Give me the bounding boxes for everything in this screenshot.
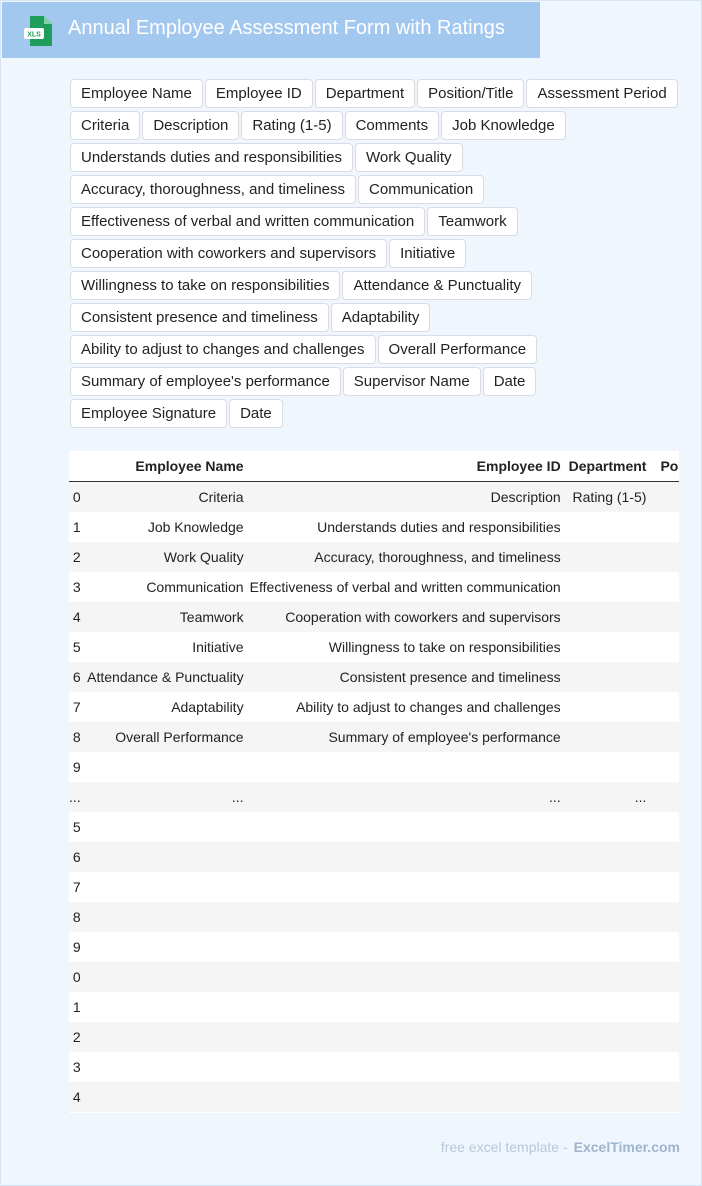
field-chip: Comments xyxy=(345,111,440,140)
field-chip: Work Quality xyxy=(355,143,463,172)
cell-employee-name[interactable]: Adaptability xyxy=(171,699,244,715)
table-row xyxy=(69,482,679,513)
cell-department[interactable]: ... xyxy=(634,789,647,805)
field-chip: Date xyxy=(483,367,537,396)
cell-position[interactable] xyxy=(650,542,679,572)
cell-employee-name[interactable]: Overall Performance xyxy=(115,729,244,745)
field-chip: Department xyxy=(315,79,415,108)
cell-employee-name[interactable] xyxy=(81,962,248,992)
cell-employee-name[interactable]: Teamwork xyxy=(179,609,244,625)
column-header-employee-name[interactable]: Employee Name xyxy=(81,451,248,482)
cell-department[interactable]: Rating (1-5) xyxy=(572,489,647,505)
cell-employee-id[interactable] xyxy=(248,962,565,992)
cell-position[interactable] xyxy=(650,1052,679,1082)
cell-employee-id[interactable] xyxy=(248,872,565,902)
row-index: 2 xyxy=(72,1029,81,1045)
table-row xyxy=(69,992,679,1022)
table-row xyxy=(69,542,679,572)
cell-position[interactable] xyxy=(650,692,679,722)
cell-department[interactable] xyxy=(565,812,651,842)
cell-position[interactable] xyxy=(650,992,679,1022)
field-chip: Understands duties and responsibilities xyxy=(70,143,353,172)
table-row xyxy=(69,932,679,962)
table-row xyxy=(69,692,679,722)
cell-department[interactable] xyxy=(565,662,651,692)
table-row xyxy=(69,1022,679,1052)
cell-position[interactable] xyxy=(650,812,679,842)
cell-position[interactable] xyxy=(650,962,679,992)
cell-position[interactable] xyxy=(650,1022,679,1052)
cell-employee-id[interactable] xyxy=(248,812,565,842)
row-index: 0 xyxy=(72,969,81,985)
cell-employee-name[interactable] xyxy=(81,752,248,782)
table-row xyxy=(69,632,679,662)
row-index: 4 xyxy=(72,1089,81,1105)
table-row xyxy=(69,662,679,692)
cell-employee-id[interactable] xyxy=(248,992,565,1022)
field-chip: Effectiveness of verbal and written communication xyxy=(70,207,425,236)
footer-text: free excel template - xyxy=(440,1139,568,1155)
field-chip: Employee Signature xyxy=(70,399,227,428)
row-index: 3 xyxy=(72,1059,81,1075)
cell-department[interactable] xyxy=(565,992,651,1022)
cell-employee-name[interactable]: Job Knowledge xyxy=(147,519,244,535)
excel-file-icon xyxy=(24,16,52,46)
table-row xyxy=(69,782,679,812)
field-chip: Adaptability xyxy=(331,303,431,332)
row-index: 9 xyxy=(72,759,81,775)
cell-employee-id[interactable]: Ability to adjust to changes and challenges xyxy=(296,699,561,715)
table-row xyxy=(69,512,679,542)
cell-employee-id[interactable]: Effectiveness of verbal and written communication xyxy=(249,579,561,595)
row-index: 3 xyxy=(72,579,81,595)
cell-department[interactable] xyxy=(565,902,651,932)
row-index: 8 xyxy=(72,909,81,925)
row-index: 2 xyxy=(72,549,81,565)
cell-employee-name[interactable]: Initiative xyxy=(192,639,244,655)
column-header-department[interactable]: Department xyxy=(565,451,651,482)
cell-position[interactable] xyxy=(650,512,679,542)
table-row xyxy=(69,1082,679,1112)
cell-employee-name[interactable]: Attendance & Punctuality xyxy=(87,669,244,685)
cell-employee-id[interactable]: Summary of employee's performance xyxy=(328,729,561,745)
field-chip: Criteria xyxy=(70,111,140,140)
cell-position[interactable] xyxy=(650,842,679,872)
cell-position[interactable] xyxy=(650,632,679,662)
cell-employee-id[interactable] xyxy=(248,902,565,932)
field-chip: Communication xyxy=(358,175,484,204)
cell-employee-id[interactable] xyxy=(248,932,565,962)
cell-position[interactable] xyxy=(650,722,679,752)
cell-position[interactable] xyxy=(650,602,679,632)
cell-employee-name[interactable] xyxy=(81,902,248,932)
data-table xyxy=(69,451,679,1113)
cell-employee-name[interactable] xyxy=(81,1052,248,1082)
table-row xyxy=(69,872,679,902)
field-chip: Date xyxy=(229,399,283,428)
cell-department[interactable] xyxy=(565,542,651,572)
cell-employee-id[interactable]: Understands duties and responsibilities xyxy=(317,519,561,535)
field-chip-list xyxy=(70,79,695,428)
cell-employee-id[interactable]: Description xyxy=(490,489,561,505)
cell-department[interactable] xyxy=(565,602,651,632)
cell-employee-name[interactable]: Work Quality xyxy=(163,549,244,565)
cell-employee-id[interactable] xyxy=(248,1022,565,1052)
cell-employee-id[interactable]: Willingness to take on responsibilities xyxy=(328,639,561,655)
field-chip: Overall Performance xyxy=(378,335,538,364)
cell-employee-name[interactable] xyxy=(81,932,248,962)
cell-employee-id[interactable] xyxy=(248,842,565,872)
row-index: 0 xyxy=(72,489,81,505)
row-index: 9 xyxy=(72,939,81,955)
field-chip: Rating (1-5) xyxy=(241,111,342,140)
row-index: 6 xyxy=(72,849,81,865)
cell-department[interactable] xyxy=(565,872,651,902)
field-chip: Description xyxy=(142,111,239,140)
field-chip: Summary of employee's performance xyxy=(70,367,341,396)
cell-department[interactable] xyxy=(565,962,651,992)
row-index: 1 xyxy=(72,519,81,535)
table-row xyxy=(69,752,679,782)
cell-employee-name[interactable]: ... xyxy=(231,789,244,805)
field-chip: Employee Name xyxy=(70,79,203,108)
cell-position[interactable] xyxy=(650,482,679,513)
field-chip: Teamwork xyxy=(427,207,517,236)
cell-position[interactable] xyxy=(650,752,679,782)
column-header-employee-id[interactable]: Employee ID xyxy=(248,451,565,482)
cell-employee-name[interactable] xyxy=(81,1082,248,1112)
table-row xyxy=(69,842,679,872)
field-chip: Supervisor Name xyxy=(343,367,481,396)
cell-position[interactable] xyxy=(650,572,679,602)
cell-employee-id[interactable] xyxy=(248,1052,565,1082)
page-title: Annual Employee Assessment Form with Ratings xyxy=(68,17,505,39)
index-header xyxy=(69,451,81,482)
cell-department[interactable] xyxy=(565,572,651,602)
field-chip: Attendance & Punctuality xyxy=(342,271,532,300)
table-row xyxy=(69,962,679,992)
cell-department[interactable] xyxy=(565,692,651,722)
field-chip: Consistent presence and timeliness xyxy=(70,303,329,332)
table-row xyxy=(69,1052,679,1082)
cell-employee-name[interactable] xyxy=(81,812,248,842)
field-chip: Assessment Period xyxy=(526,79,677,108)
cell-department[interactable] xyxy=(565,842,651,872)
cell-position[interactable] xyxy=(650,782,679,812)
footer-brand-link[interactable]: ExcelTimer.com xyxy=(573,1139,680,1155)
cell-employee-name[interactable] xyxy=(81,1022,248,1052)
row-index: 1 xyxy=(72,999,81,1015)
cell-department[interactable] xyxy=(565,1022,651,1052)
field-chip: Willingness to take on responsibilities xyxy=(70,271,340,300)
cell-department[interactable] xyxy=(565,932,651,962)
table-row xyxy=(69,812,679,842)
cell-position[interactable] xyxy=(650,1082,679,1112)
field-chip: Ability to adjust to changes and challenges xyxy=(70,335,376,364)
cell-employee-id[interactable]: Consistent presence and timeliness xyxy=(339,669,561,685)
cell-employee-name[interactable] xyxy=(81,992,248,1022)
cell-department[interactable] xyxy=(565,752,651,782)
cell-position[interactable] xyxy=(650,662,679,692)
field-chip: Employee ID xyxy=(205,79,313,108)
table-row xyxy=(69,722,679,752)
field-chip: Initiative xyxy=(389,239,466,268)
row-index: ... xyxy=(69,789,81,805)
row-index: 5 xyxy=(72,639,81,655)
cell-employee-name[interactable] xyxy=(81,872,248,902)
row-index: 4 xyxy=(72,609,81,625)
field-chip: Job Knowledge xyxy=(441,111,566,140)
title-bar xyxy=(2,2,540,58)
table-row xyxy=(69,572,679,602)
cell-position[interactable] xyxy=(650,902,679,932)
cell-department[interactable] xyxy=(565,632,651,662)
icon-label: XLS xyxy=(27,31,41,39)
row-index: 7 xyxy=(72,699,81,715)
column-header-position[interactable]: Po xyxy=(650,451,679,482)
cell-department[interactable] xyxy=(565,722,651,752)
cell-department[interactable] xyxy=(565,1052,651,1082)
cell-position[interactable] xyxy=(650,872,679,902)
cell-department[interactable] xyxy=(565,1082,651,1112)
field-chip: Position/Title xyxy=(417,79,524,108)
cell-department[interactable] xyxy=(565,512,651,542)
footer xyxy=(441,1139,680,1155)
row-index: 8 xyxy=(72,729,81,745)
cell-employee-id[interactable] xyxy=(248,1082,565,1112)
cell-employee-id[interactable]: ... xyxy=(549,789,561,805)
cell-employee-name[interactable]: Criteria xyxy=(198,489,244,505)
row-index: 7 xyxy=(72,879,81,895)
cell-employee-id[interactable]: Cooperation with coworkers and supervisors xyxy=(285,609,561,625)
cell-employee-id[interactable]: Accuracy, thoroughness, and timeliness xyxy=(314,549,561,565)
cell-employee-name[interactable]: Communication xyxy=(146,579,244,595)
row-index: 6 xyxy=(72,669,81,685)
table-header-row xyxy=(69,451,679,482)
field-chip: Accuracy, thoroughness, and timeliness xyxy=(70,175,356,204)
table-row xyxy=(69,602,679,632)
cell-employee-name[interactable] xyxy=(81,842,248,872)
table-row xyxy=(69,902,679,932)
cell-position[interactable] xyxy=(650,932,679,962)
cell-employee-id[interactable] xyxy=(248,752,565,782)
field-chip: Cooperation with coworkers and supervisors xyxy=(70,239,387,268)
row-index: 5 xyxy=(72,819,81,835)
